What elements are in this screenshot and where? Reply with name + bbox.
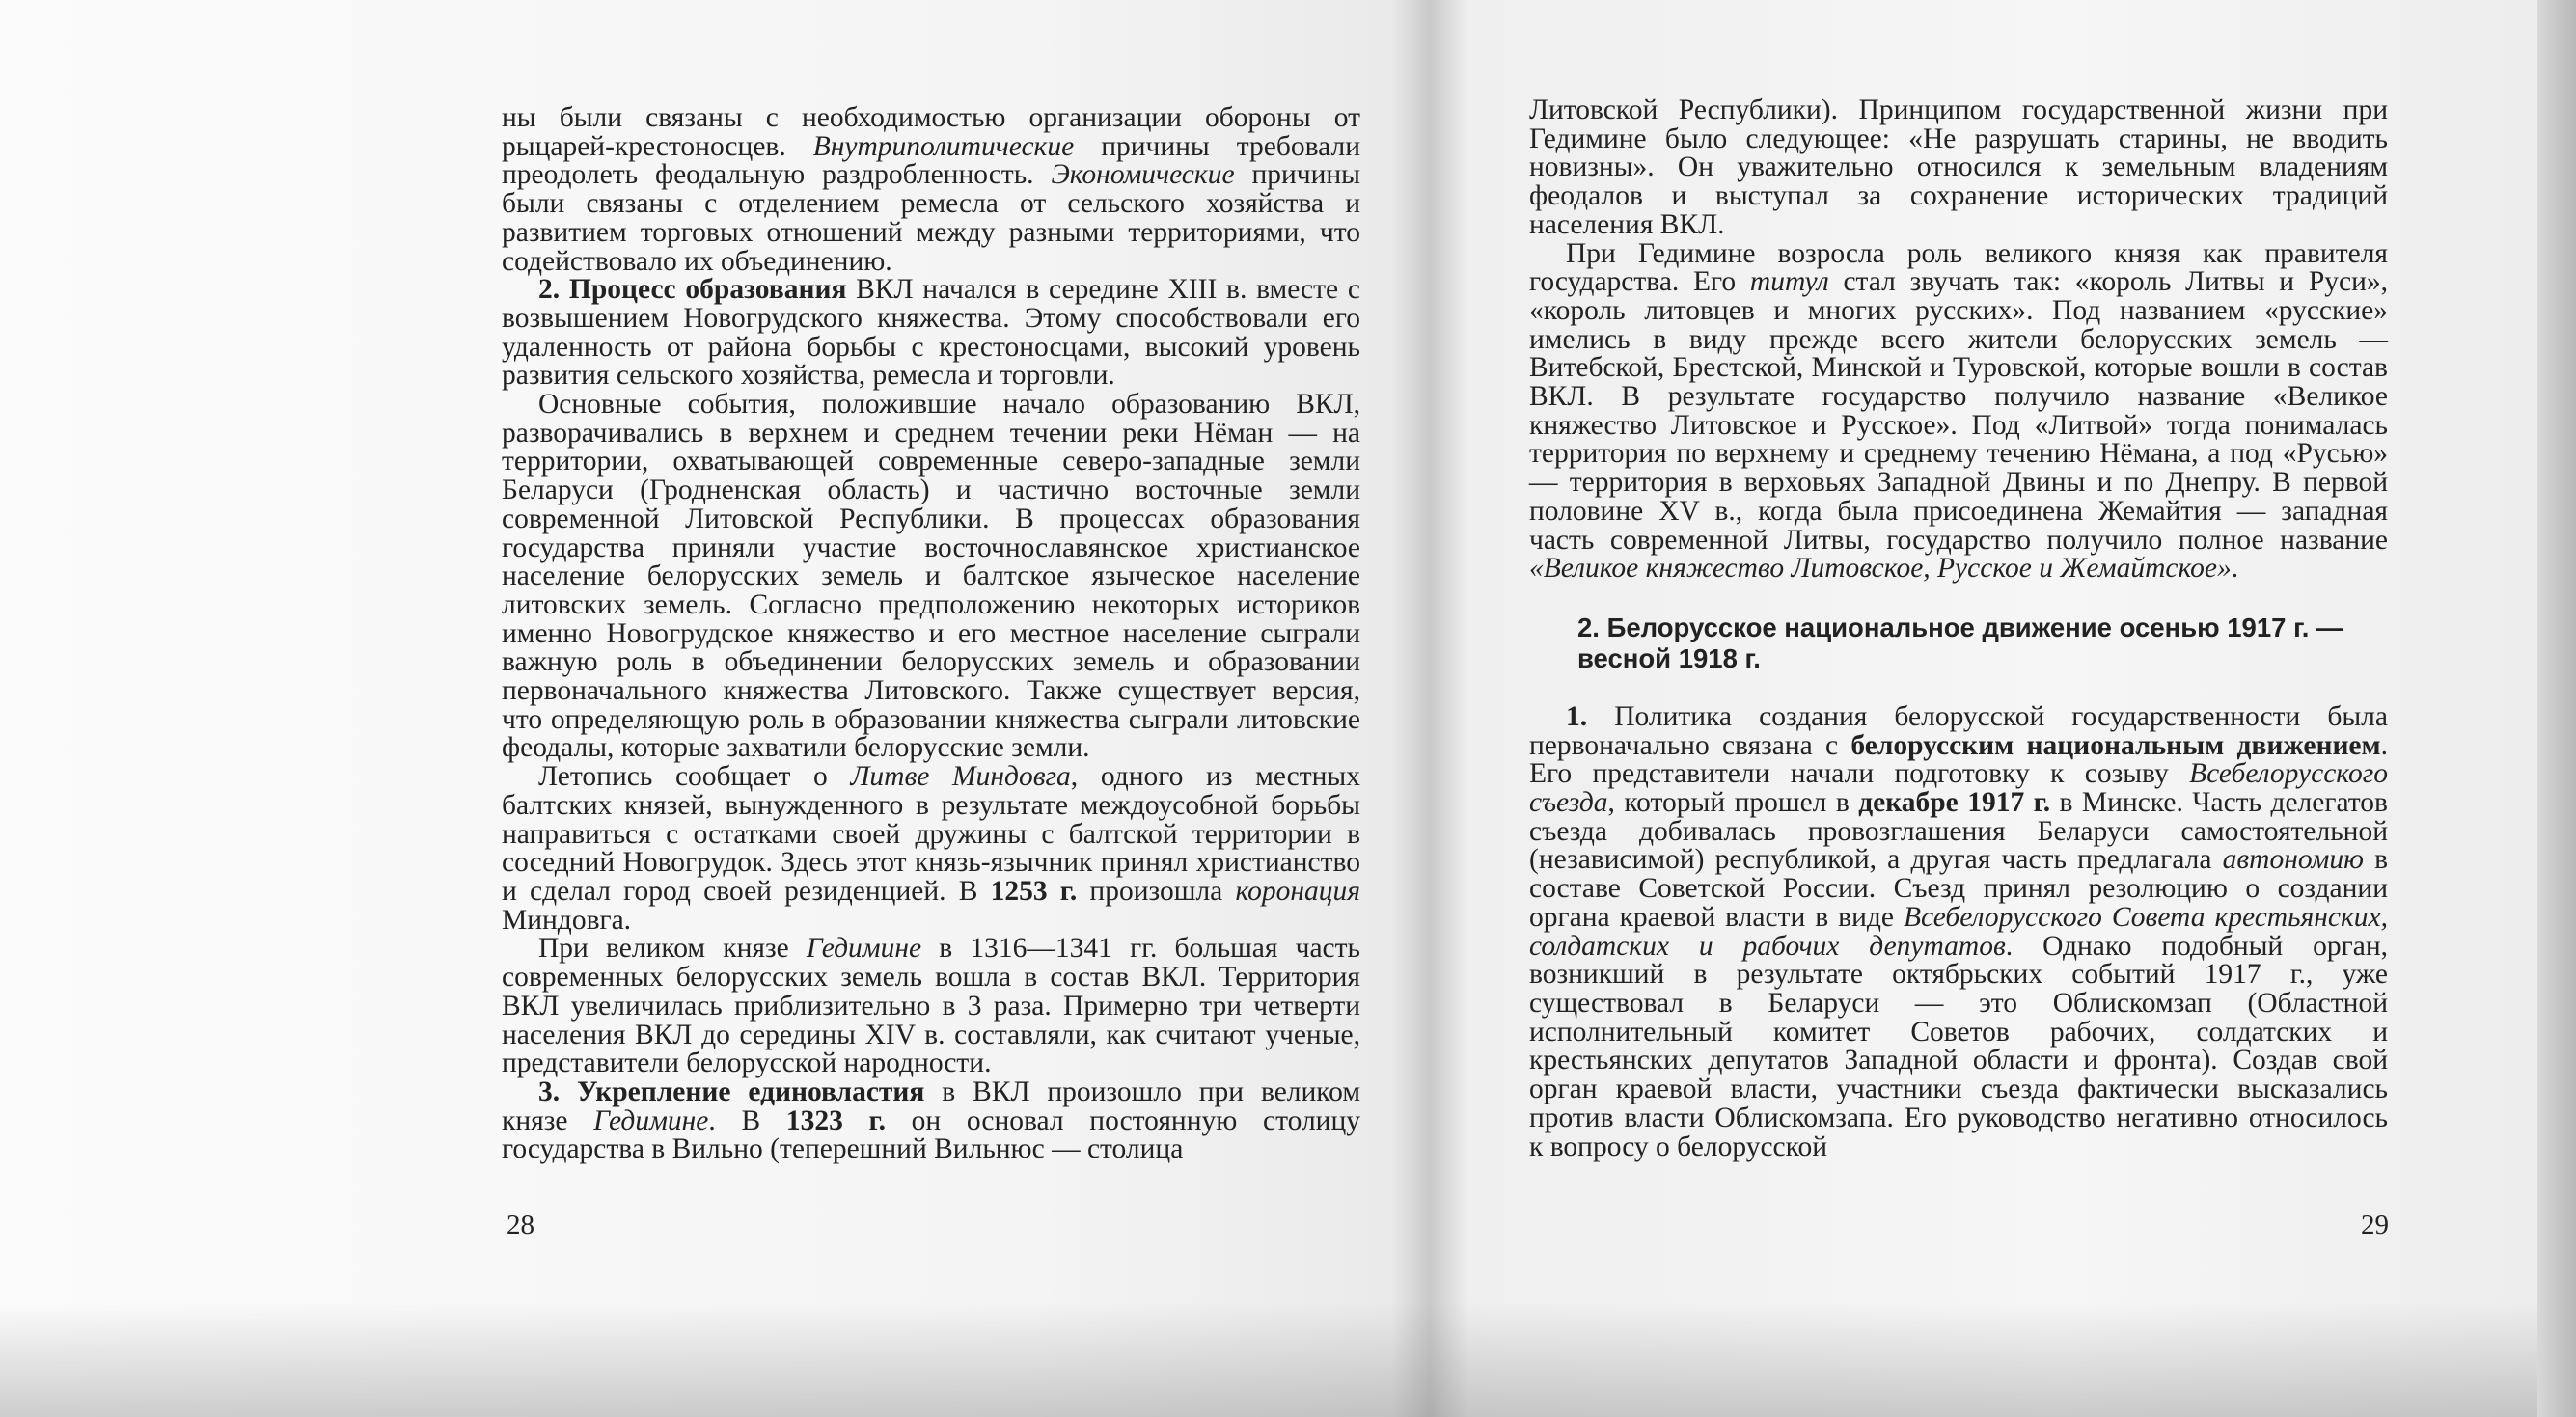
paragraph: 2. Процесс образования ВКЛ начался в середине XIII в. вместе с возвышением Новогрудского княжества. Этому способствовали его удаленность от района борьбы с крестоносцами, высокий уровень развития сельского хозяйства, ремесла и торговли. (502, 274, 1360, 392)
page-edge (2537, 0, 2576, 1417)
paragraph: 1. Политика создания белорусской государственности была первоначально связана с белорусским национальным движением. Его представители начали подготовку к созыву Всебелорусского съезда, который прошел в декабре 1917 г. в Минске. Часть делегатов съезда добивалась провозглашения Беларуси самостоятельной (независимой) республикой, а другая часть предлагала автономию в составе Советской России. Съезд принял резолюцию о создании органа краевой власти в виде Всебелорусского Совета крестьянских, солдатских и рабочих депутатов. Однако подобный орган, возникший в результате октябрьских событий 1917 г., уже существовал в Беларуси — это Облискомзап (Областной исполнительный комитет Советов рабочих, солдатских и крестьянских депутатов Западной области и фронта). Создав свой орган краевой власти, участники съезда фактически высказались против власти Облискомзапа. Его руководство негативно относилось к вопросу о белорусской (1529, 700, 2388, 1162)
right-page (1529, 96, 2388, 1161)
left-page (502, 104, 1360, 1164)
paragraph: Литовской Республики). Принципом государственной жизни при Гедимине было следующее: «Не разрушать старины, не вводить новизны». Он уважительно относился к земельным владениям феодалов и выступал за сохранение исторических традиций населения ВКЛ. (1529, 95, 2388, 240)
section-heading: 2. Белорусское национальное движение осенью 1917 г. — весной 1918 г. (1577, 612, 2343, 673)
paragraph: Основные события, положившие начало образованию ВКЛ, разворачивались в верхнем и среднем течении реки Нёман — на территории, охватывающей современные северо-западные земли Беларуси (Гродненская область) и частично восточные земли современной Литовской Республики. В процессах образования государства приняли участие восточнославянское христианское население белорусских земель и балтское языческое население литовских земель. Согласно предположению некоторых историков именно Новогрудское княжество и его местное население сыграли важную роль в объединении белорусских земель и образовании первоначального княжества Литовского. Также существует версия, что определяющую роль в образовании княжества сыграли литовские феодалы, которые захватили белорусские земли. (502, 389, 1360, 764)
page-number-right: 29 (2361, 1210, 2389, 1240)
paragraph: При Гедимине возросла роль великого князя как правителя государства. Его титул стал звучать так: «король Литвы и Руси», «король литовцев и многих русских». Под названием «русские» имелись в виду прежде всего жители белорусских земель — Витебской, Брестской, Минской и Туровской, которые вошли в состав ВКЛ. В результате государство получило название «Великое княжество Литовское и Русское». Под «Литвой» тогда понималась территория по верхнему и среднему течению Нёмана, а под «Русью» — территория в верховьях Западной Двины и по Днепру. В первой половине XV в., когда была присоединена Жемайтия — западная часть современной Литвы, государство получило полное название «Великое княжество Литовское, Русское и Жемайтское». (1529, 237, 2388, 585)
paragraph: ны были связаны с необходимостью организации обороны от рыцарей-крестоносцев. Внутриполитические причины требовали преодолеть феодальную раздробленность. Экономические причины были связаны с отделением ремесла от сельского хозяйства и развитием торговых отношений между разными территориями, что содействовало их объединению. (502, 102, 1360, 277)
paragraph: 3. Укрепление единовластия в ВКЛ произошло при великом князе Гедимине. В 1323 г. он основал постоянную столицу государства в Вильно (теперешний Вильнюс — столица (502, 1076, 1360, 1165)
paragraph: Летопись сообщает о Литве Миндовга, одного из местных балтских князей, вынужденного в результате междоусобной борьбы направиться с остатками своей дружины с балтской территории в соседний Новогрудок. Здесь этот князь-язычник принял христианство и сделал город своей резиденцией. В 1253 г. произошла коронация Миндовга. (502, 761, 1361, 936)
paragraph: При великом князе Гедимине в 1316—1341 гг. большая часть современных белорусских земель вошла в состав ВКЛ. Территория ВКЛ увеличилась приблизительно в 3 раза. Примерно три четверти населения ВКЛ до середины XIV в. составляли, как считают ученые, представители белорусской народности. (502, 933, 1361, 1079)
page-number-left: 28 (507, 1210, 534, 1240)
scan-shadow (0, 1302, 2576, 1417)
